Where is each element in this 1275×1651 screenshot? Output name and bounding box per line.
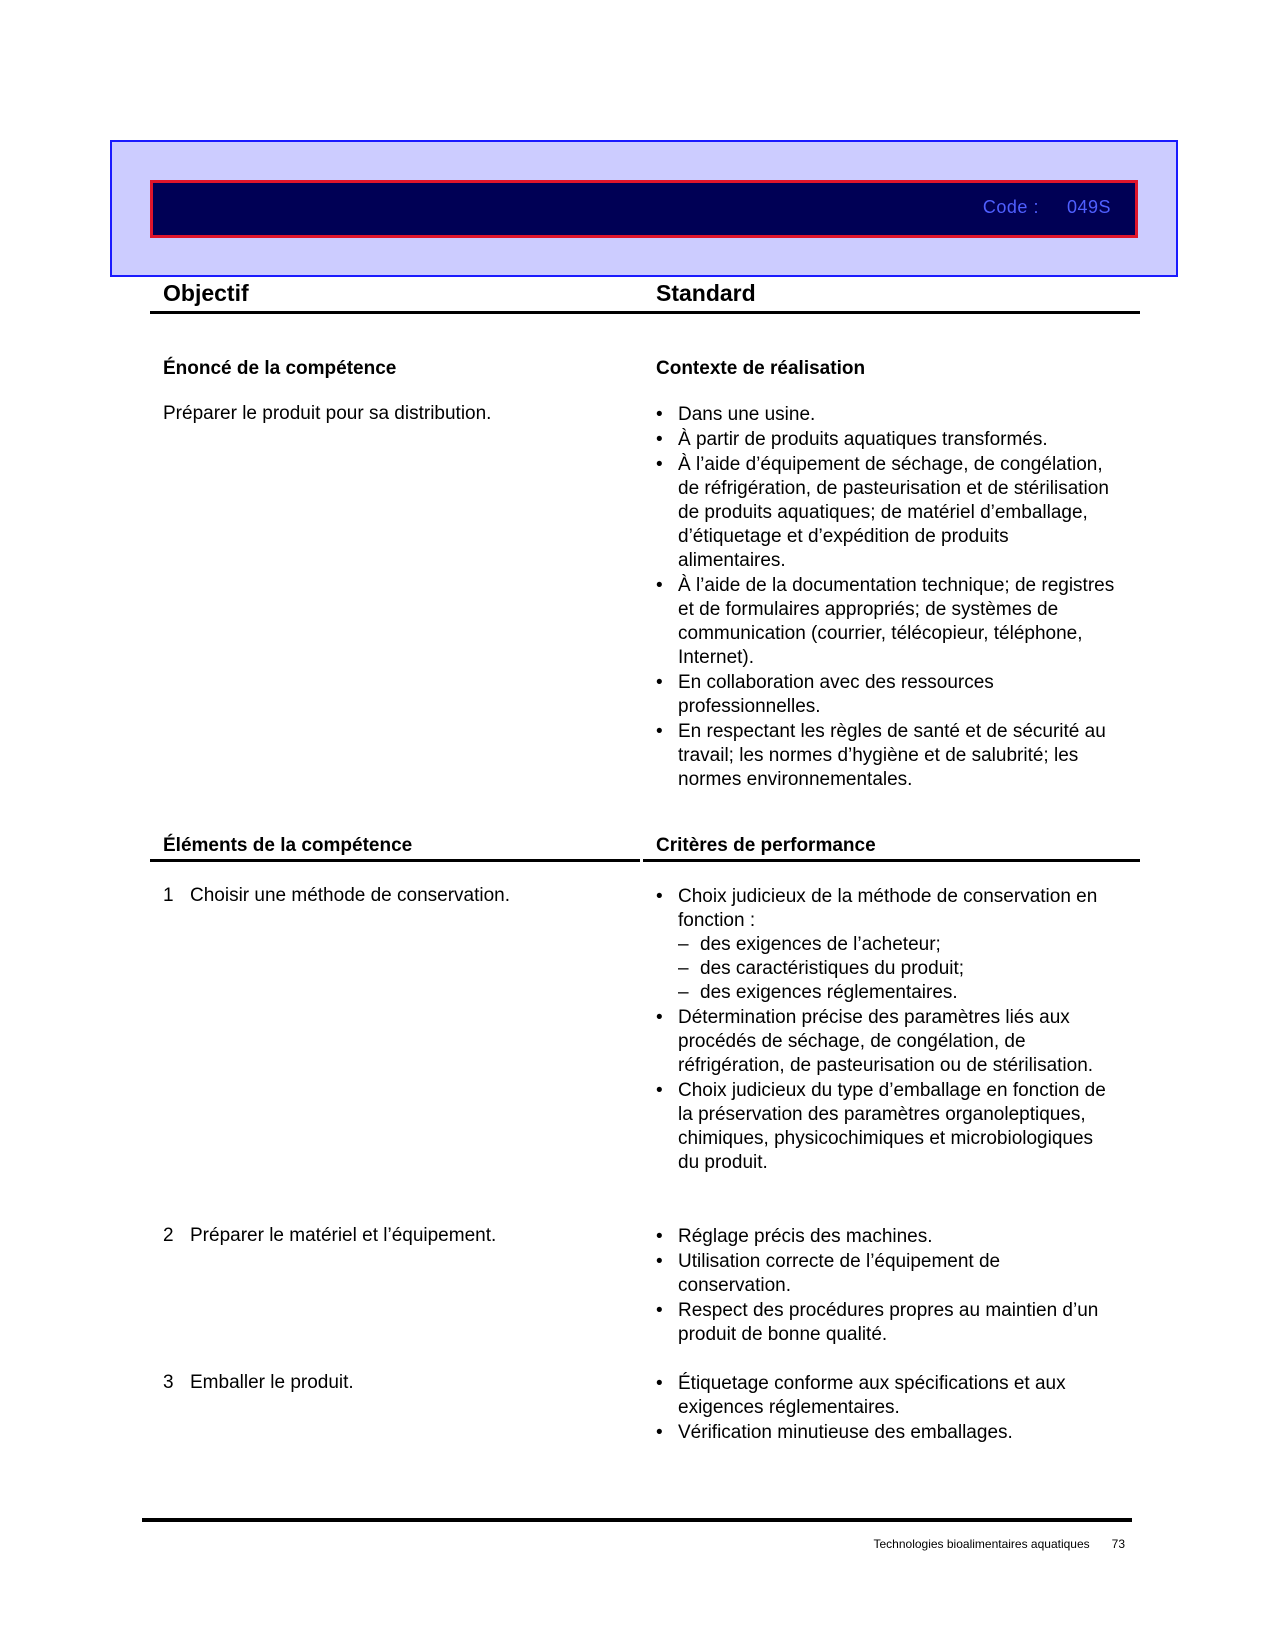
footer-rule <box>142 1518 1132 1522</box>
list-item: • Choix judicieux du type d’emballage en fonction de la préservation des paramètres organoleptiques, chimiques, physicochimiques et microbiologiques du produit. <box>656 1079 1116 1175</box>
sub-list-item: – des exigences de l’acheteur; <box>678 933 1116 957</box>
criterion-text: Choix judicieux de la méthode de conservation en fonction : <box>678 886 1098 931</box>
footer <box>874 1537 1126 1551</box>
list-item: • Utilisation correcte de l’équipement de conservation. <box>656 1250 1116 1298</box>
list-item: • Dans une usine. <box>656 403 1116 427</box>
title-rule <box>150 311 1140 314</box>
heading-enonce: Énoncé de la compétence <box>163 358 397 379</box>
heading-elements: Éléments de la compétence <box>163 835 413 856</box>
heading-contexte: Contexte de réalisation <box>656 358 866 379</box>
criteria-list-2 <box>656 1225 1116 1348</box>
column-title-standard: Standard <box>656 280 756 306</box>
section-rule-left <box>150 859 640 862</box>
element-label: Choisir une méthode de conservation. <box>190 885 511 906</box>
header-bar <box>150 180 1138 238</box>
list-item: • À l’aide de la documentation technique; de registres et de formulaires appropriés; de systèmes de communication (courrier, télécopieur, téléphone, Internet). <box>656 574 1116 670</box>
criteria-list-3 <box>656 1372 1116 1446</box>
list-item: • Détermination précise des paramètres liés aux procédés de séchage, de congélation, de réfrigération, de pasteurisation ou de stérilisation. <box>656 1006 1116 1078</box>
list-item: • À partir de produits aquatiques transformés. <box>656 428 1116 452</box>
page-number: 73 <box>1111 1537 1125 1551</box>
section-rule-right <box>643 859 1140 862</box>
element-number: 1 <box>163 885 174 906</box>
list-item: • Vérification minutieuse des emballages. <box>656 1421 1116 1445</box>
sub-list-item: – des caractéristiques du produit; <box>678 957 1116 981</box>
sub-list-item: – des exigences réglementaires. <box>678 981 1116 1005</box>
element-number: 3 <box>163 1372 174 1393</box>
list-item: • En respectant les règles de santé et de sécurité au travail; les normes d’hygiène et de salubrité; les normes environnementales. <box>656 720 1116 792</box>
competence-statement: Préparer le produit pour sa distribution. <box>163 403 492 424</box>
code-label-text: Code : <box>982 197 1039 217</box>
element-number: 2 <box>163 1225 174 1246</box>
list-item <box>656 885 1116 1005</box>
footer-program: Technologies bioalimentaires aquatiques <box>873 1537 1090 1551</box>
code-label <box>983 197 1111 218</box>
list-item: • Étiquetage conforme aux spécifications et aux exigences réglementaires. <box>656 1372 1116 1420</box>
list-item: • Réglage précis des machines. <box>656 1225 1116 1249</box>
element-label: Emballer le produit. <box>190 1372 354 1393</box>
list-item: • Respect des procédures propres au maintien d’un produit de bonne qualité. <box>656 1299 1116 1347</box>
element-2 <box>163 1224 496 1248</box>
criteria-list-1 <box>656 885 1116 1176</box>
column-title-objectif: Objectif <box>163 280 249 306</box>
element-label: Préparer le matériel et l’équipement. <box>190 1225 497 1246</box>
element-1 <box>163 884 510 908</box>
code-value: 049S <box>1066 197 1111 217</box>
context-list <box>656 403 1116 793</box>
heading-criteres: Critères de performance <box>656 835 876 856</box>
list-item: • À l’aide d’équipement de séchage, de congélation, de réfrigération, de pasteurisation et de stérilisation de produits aquatiques; de matériel d’emballage, d’étiquetage et d’expédition de produits alimentaires. <box>656 453 1116 573</box>
element-3 <box>163 1371 354 1395</box>
list-item: • En collaboration avec des ressources professionnelles. <box>656 671 1116 719</box>
